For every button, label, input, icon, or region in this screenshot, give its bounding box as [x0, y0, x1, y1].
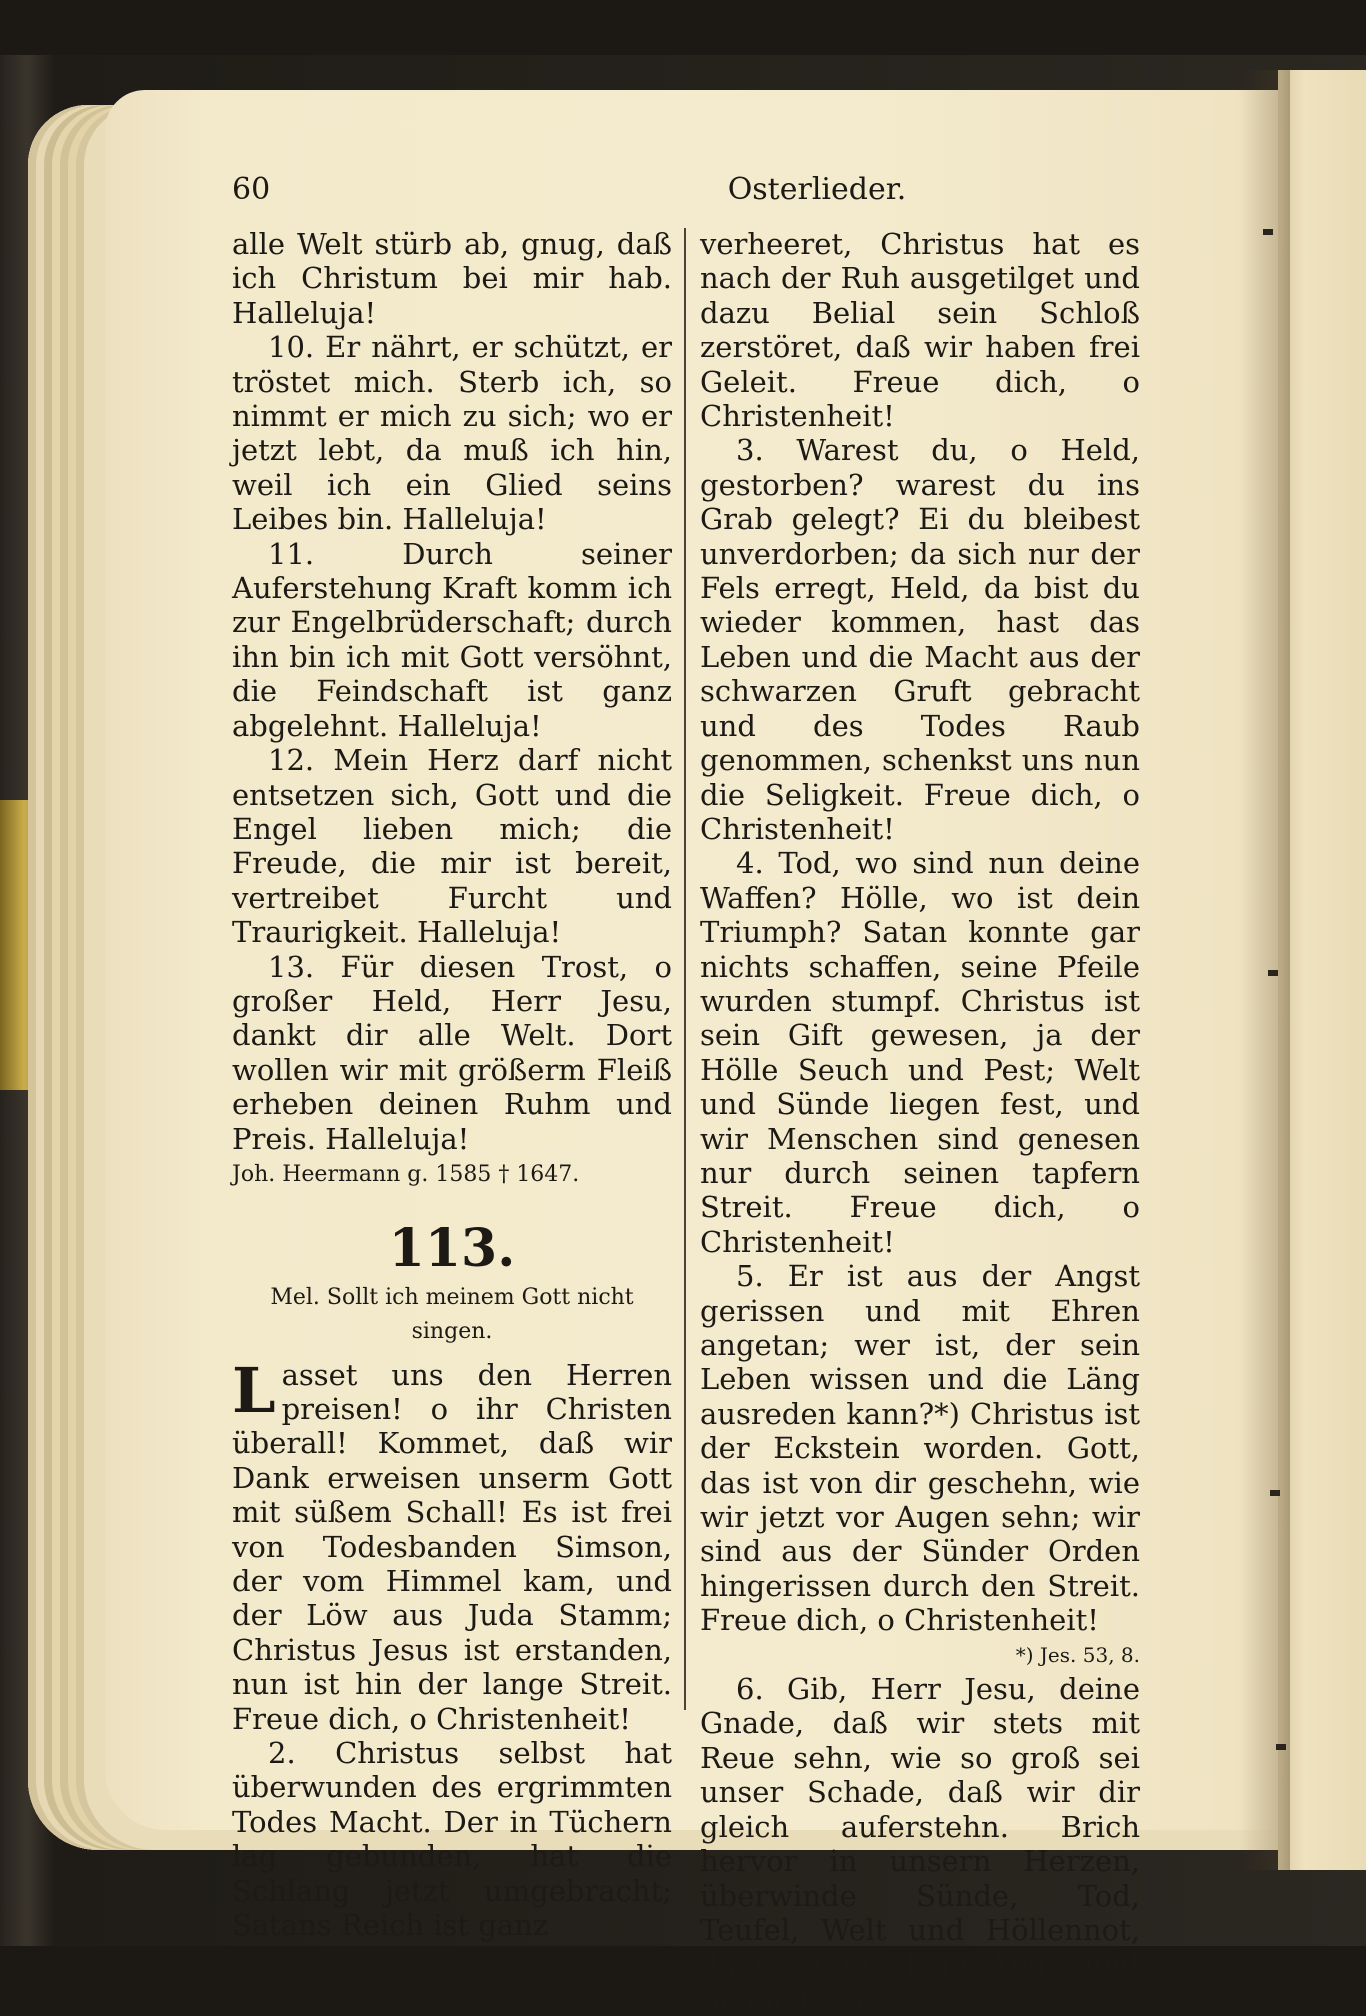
left-column: [232, 227, 672, 1943]
verse-11: 11. Durch seiner Auferstehung Kraft komm ich zur Engelbrüderschaft; durch ihn bin ich mit Gott versöhnt, die Feindschaft ist ganz abgelehnt. Halleluja!: [232, 536, 672, 743]
hymn-number: 113.: [388, 1218, 516, 1280]
margin-mark: [1270, 1490, 1280, 1496]
right-column: [700, 227, 1140, 2016]
margin-mark: [1276, 1744, 1286, 1750]
footnote: *) Jes. 53, 8.: [1015, 1642, 1140, 1667]
verse-13: 13. Für diesen Trost, o großer Held, Herr Jesu, dankt dir alle Welt. Dort wollen wir mit größerm Fleiß erheben deinen Ruhm und Preis. Halleluja!: [232, 949, 672, 1156]
gutter-shadow: [1240, 70, 1290, 1870]
verse-2-start: 2. Christus selbst hat überwunden des ergrimmten Todes Macht. Der in Tüchern lag gebunden, hat die Schlang jetzt umgebracht; Satans Reich ist ganz: [232, 1736, 672, 1943]
page-header: [232, 172, 1152, 212]
verse-1: [232, 1353, 672, 1736]
margin-mark: [1263, 229, 1273, 235]
page-number: 60: [232, 172, 271, 207]
verse-5: [700, 1259, 1140, 1667]
verse-10: 10. Er nährt, er schützt, er tröstet mich. Sterb ich, so nimmt er mich zu sich; wo er jetzt lebt, da muß ich hin, weil ich ein Glied seins Leibes bin. Halleluja!: [232, 330, 672, 537]
verse-2-end: verheeret, Christus hat es nach der Ruh ausgetilget und dazu Belial sein Schloß zerstöret, daß wir haben frei Geleit. Freue dich, o Christenheit!: [700, 227, 1140, 434]
running-head: Osterlieder.: [727, 172, 907, 207]
verse-12: 12. Mein Herz darf nicht entsetzen sich, Gott und die Engel lieben mich; die Freude, die mir ist bereit, vertreibet Furcht und Traurigkeit. Halleluja!: [232, 743, 672, 950]
verse-3: 3. Warest du, o Held, gestorben? warest du ins Grab gelegt? Ei du bleibest unverdorben; da sich nur der Fels erregt, Held, da bist du wieder kommen, hast das Leben und die Macht aus der schwarzen Gruft gebracht und des Todes Raub genommen, schenkst uns nun die Seligkeit. Freue dich, o Christenheit!: [700, 433, 1140, 846]
adjacent-page-edge: [1278, 70, 1366, 1870]
column-divider: [684, 228, 686, 1710]
verse-1-text: asset uns den Herren preisen! o ihr Christen überall! Kommet, daß wir Dank erweisen unserm Gott mit süßem Schall! Es ist frei von Todesbanden Simson, der vom Himmel kam, und der Löw aus Juda Stamm; Christus Jesus ist erstanden, nun ist hin der lange Streit. Freue dich, o Christenheit!: [232, 1357, 672, 1736]
verse-6: 6. Gib, Herr Jesu, deine Gnade, daß wir stets mit Reue sehn, wie so groß sei unser Schade, daß wir dir gleich auferstehn. Brich hervor in unsern Herzen, überwinde Sünde, Tod, Teufel, Welt und Höllennot, dämpf in uns Pein, Angst und Schmerzen: [700, 1672, 1140, 2016]
verse-continuation: alle Welt stürb ab, gnug, daß ich Christum bei mir hab. Halleluja!: [232, 227, 672, 330]
drop-cap: L: [232, 1353, 276, 1427]
verse-5-text: 5. Er ist aus der Angst gerissen und mit Ehren angetan; wer ist, der sein Leben wissen und die Läng ausreden kann?*) Christus ist der Eckstein worden. Gott, das ist von dir geschehn, wie wir jetzt vor Augen sehn; wir sind aus der Sünder Orden hingerissen durch den Streit. Freue dich, o Christenheit!: [700, 1259, 1140, 1638]
margin-mark: [1268, 970, 1278, 976]
verse-4: 4. Tod, wo sind nun deine Waffen? Hölle, wo ist dein Triumph? Satan konnte gar nichts schaffen, seine Pfeile wurden stumpf. Christus ist sein Gift gewesen, ja der Hölle Seuch und Pest; Welt und Sünde liegen fest, und wir Menschen sind genesen nur durch seinen tapfern Streit. Freue dich, o Christenheit!: [700, 846, 1140, 1259]
hymn-author: Joh. Heermann g. 1585 † 1647.: [232, 1161, 580, 1187]
melody-line: Mel. Sollt ich meinem Gott nicht singen.: [270, 1284, 634, 1345]
